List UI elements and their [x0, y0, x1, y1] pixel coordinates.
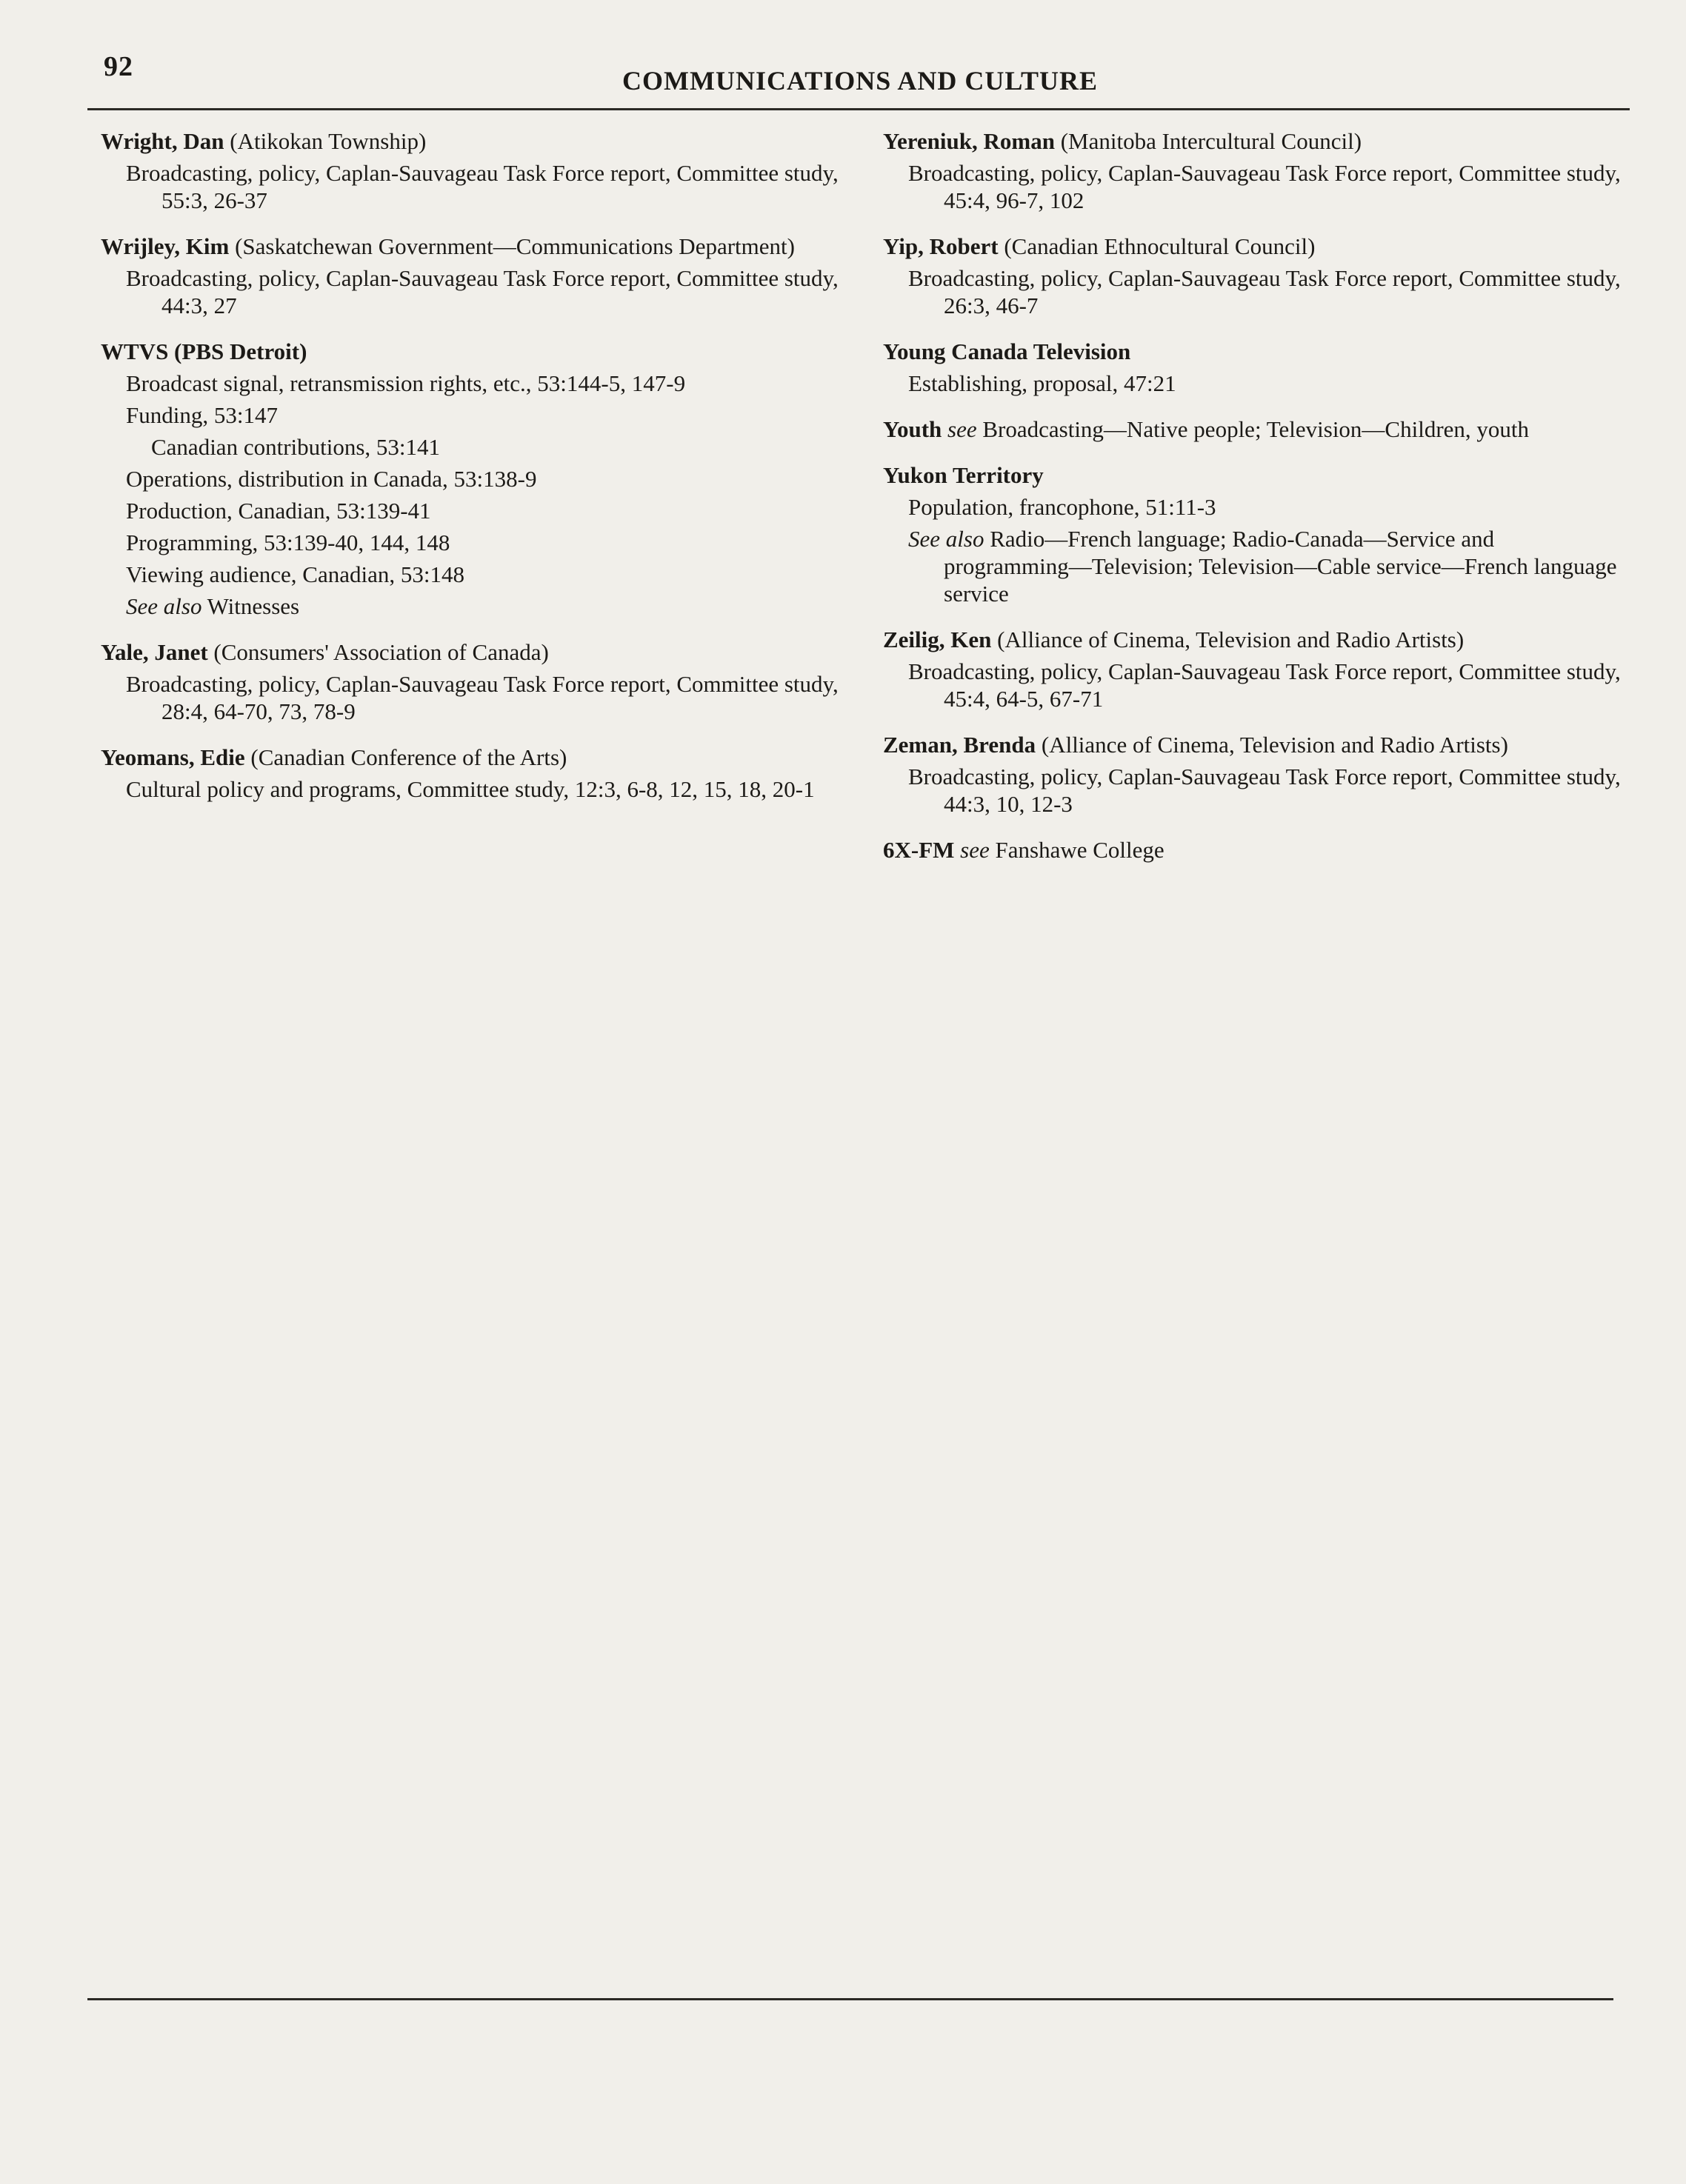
entry-subheading: Production, Canadian, 53:139-41	[126, 498, 431, 524]
page-number: 92	[104, 51, 133, 82]
entry-heading	[101, 338, 842, 365]
entry-organization: (Alliance of Cinema, Television and Radio Artists)	[997, 627, 1465, 652]
entry-heading	[883, 127, 1624, 155]
index-entry-zeilig	[883, 626, 1624, 712]
entry-organization: (Atikokan Township)	[230, 128, 427, 154]
entry-heading	[883, 415, 1624, 443]
index-entry-yip	[883, 233, 1624, 319]
entry-sub-subheading: Canadian contributions, 53:141	[151, 434, 441, 460]
entry-term: WTVS (PBS Detroit)	[101, 338, 307, 364]
index-column-right	[883, 127, 1624, 882]
entry-subheading: Broadcasting, policy, Caplan-Sauvageau Task Force report, Committee study, 44:3, 27	[126, 265, 839, 318]
entry-term: Wright, Dan	[101, 128, 224, 154]
see-target: Fanshawe College	[995, 837, 1164, 863]
index-entry-yeomans	[101, 744, 842, 803]
index-entry-wright	[101, 127, 842, 214]
entry-heading	[101, 744, 842, 771]
entry-term: Wrijley, Kim	[101, 233, 230, 259]
index-entry-yale	[101, 638, 842, 725]
entry-subheading: Operations, distribution in Canada, 53:138-9	[126, 466, 537, 492]
entry-subheading: Broadcasting, policy, Caplan-Sauvageau Task Force report, Committee study, 44:3, 10, 12-3	[908, 764, 1621, 817]
entry-heading	[883, 836, 1624, 864]
entry-heading	[883, 233, 1624, 260]
index-entry-wtvs	[101, 338, 842, 620]
see-also-label: See also	[126, 593, 202, 619]
see-also-reference	[101, 592, 842, 620]
index-entry-young-canada-television	[883, 338, 1624, 397]
entry-heading	[101, 638, 842, 666]
entry-heading	[883, 461, 1624, 489]
see-also-label: See also	[908, 526, 984, 552]
see-label: see	[947, 416, 977, 442]
entry-organization: (Manitoba Intercultural Council)	[1060, 128, 1362, 154]
entry-organization: (Canadian Conference of the Arts)	[250, 744, 567, 770]
header-rule	[87, 108, 1630, 110]
entry-organization: (Alliance of Cinema, Television and Radio Artists)	[1041, 732, 1508, 758]
entry-organization: (Saskatchewan Government—Communications Department)	[235, 233, 795, 259]
running-head: COMMUNICATIONS AND CULTURE	[622, 66, 1099, 96]
entry-organization: (Canadian Ethnocultural Council)	[1004, 233, 1316, 259]
entry-subheading: Broadcasting, policy, Caplan-Sauvageau Task Force report, Committee study, 26:3, 46-7	[908, 265, 1621, 318]
entry-term: Youth	[883, 416, 942, 442]
see-also-target: Radio—French language; Radio-Canada—Service and programming—Television; Television—Cable service—French language service	[944, 526, 1617, 607]
index-column-left	[101, 127, 842, 821]
entry-term: Yukon Territory	[883, 462, 1044, 488]
index-entry-youth	[883, 415, 1624, 443]
index-entry-wrijley	[101, 233, 842, 319]
entry-heading	[101, 233, 842, 260]
entry-subheading: Broadcasting, policy, Caplan-Sauvageau Task Force report, Committee study, 45:4, 64-5, 67-71	[908, 658, 1621, 712]
entry-term: Yeomans, Edie	[101, 744, 245, 770]
entry-term: 6X-FM	[883, 837, 955, 863]
entry-term: Yale, Janet	[101, 639, 208, 665]
index-entry-6x-fm	[883, 836, 1624, 864]
entry-term: Young Canada Television	[883, 338, 1131, 364]
entry-subheading: Broadcasting, policy, Caplan-Sauvageau Task Force report, Committee study, 28:4, 64-70, 73, 78-9	[126, 671, 839, 724]
entry-heading	[883, 338, 1624, 365]
footer-rule	[87, 1998, 1613, 2000]
index-entry-zeman	[883, 731, 1624, 818]
entry-heading	[101, 127, 842, 155]
see-also-reference	[883, 525, 1624, 607]
entry-subheading: Viewing audience, Canadian, 53:148	[126, 561, 464, 587]
see-also-target: Witnesses	[207, 593, 300, 619]
entry-term: Zeman, Brenda	[883, 732, 1036, 758]
see-label: see	[960, 837, 990, 863]
entry-term: Zeilig, Ken	[883, 627, 992, 652]
entry-heading	[883, 731, 1624, 758]
entry-subheading: Broadcast signal, retransmission rights, etc., 53:144-5, 147-9	[126, 370, 686, 396]
entry-subheading: Cultural policy and programs, Committee study, 12:3, 6-8, 12, 15, 18, 20-1	[126, 776, 815, 802]
entry-subheading: Broadcasting, policy, Caplan-Sauvageau Task Force report, Committee study, 55:3, 26-37	[126, 160, 839, 213]
entry-subheading: Funding, 53:147	[126, 402, 278, 428]
entry-term: Yereniuk, Roman	[883, 128, 1055, 154]
entry-subheading: Establishing, proposal, 47:21	[908, 370, 1176, 396]
entry-subheading: Programming, 53:139-40, 144, 148	[126, 530, 450, 555]
entry-term: Yip, Robert	[883, 233, 999, 259]
index-entry-yukon-territory	[883, 461, 1624, 607]
entry-subheading: Population, francophone, 51:11-3	[908, 494, 1216, 520]
entry-subheading: Broadcasting, policy, Caplan-Sauvageau Task Force report, Committee study, 45:4, 96-7, 102	[908, 160, 1621, 213]
entry-organization: (Consumers' Association of Canada)	[213, 639, 549, 665]
entry-heading	[883, 626, 1624, 653]
see-target: Broadcasting—Native people; Television—Children, youth	[982, 416, 1530, 442]
index-entry-yereniuk	[883, 127, 1624, 214]
